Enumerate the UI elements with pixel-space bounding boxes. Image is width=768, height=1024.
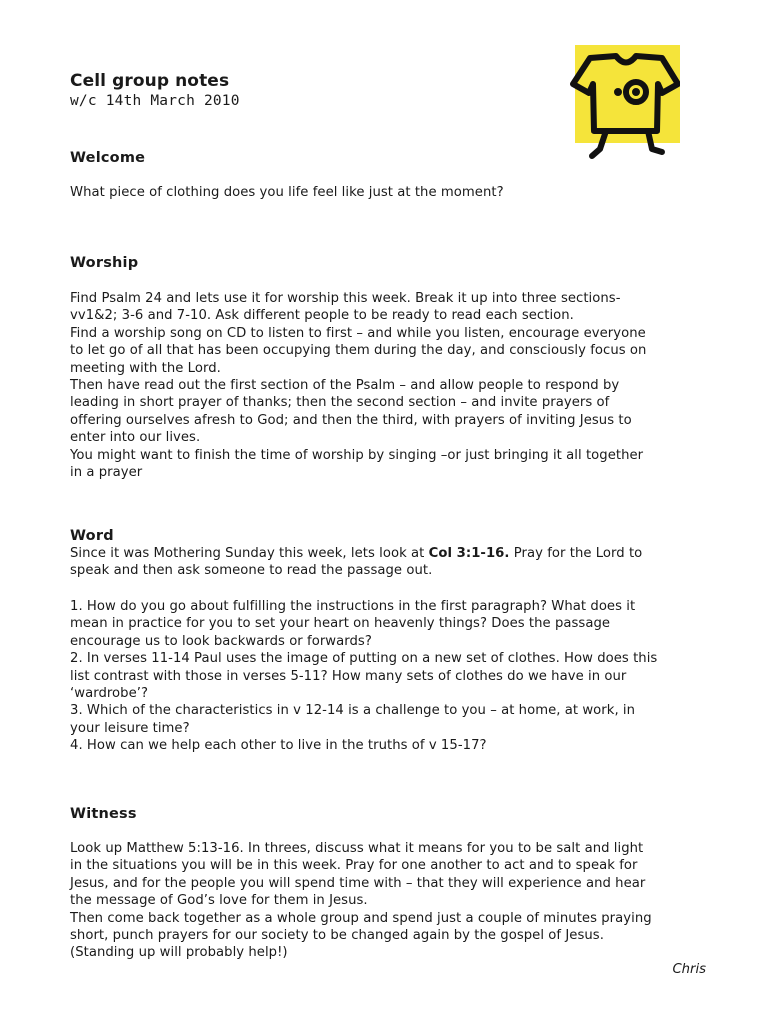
word-questions: 1. How do you go about fulfilling the instructions in the first paragraph? What does it mean in practice for you to set your heart on heavenly things? Does the passage encourage us to look backwards or forwards? 2. In verses 11-14 Paul uses the image of putting on a new set of clothes. How does this list contrast with those in verses 5-11? How many sets of clothes do we have in our ‘wardrobe’? 3. Which of the characteristics in v 12-14 is a challenge to you – at home, at work, in your leisure time? 4. How can we help each other to live in the truths of v 15-17? xyxy=(70,599,658,754)
word-intro-text: Since it was Mothering Sunday this week, lets look at xyxy=(70,546,429,561)
word-intro-text-continued: Pray for the Lord to speak and then ask someone to read the passage out. xyxy=(70,546,643,579)
witness-text: Look up Matthew 5:13-16. In threes, discuss what it means for you to be salt and light in the situations you will be in this week. Pray for one another to act and to speak for Jesus, and for the people you will spend time with – that they will experience and hear the message of God’s love for them in Jesus. Then come back together as a whole group and spend just a couple of minutes praying short, punch prayers for our society to be changed again by the gospel of Jesus. (Standing up will probably help!) xyxy=(70,841,652,961)
page-title: Cell group notes xyxy=(70,71,230,91)
word-intro xyxy=(70,545,720,580)
scripture-reference: Col 3:1-16. xyxy=(428,546,510,561)
section-heading-witness: Witness xyxy=(70,806,137,822)
t-shirt-character-icon xyxy=(566,45,680,163)
page-subtitle: w/c 14th March 2010 xyxy=(70,93,240,109)
section-heading-worship: Worship xyxy=(70,255,139,271)
author-signature: Chris xyxy=(672,962,706,977)
welcome-text: What piece of clothing does you life feel like just at the moment? xyxy=(70,185,504,200)
section-heading-word: Word xyxy=(70,528,114,544)
worship-text: Find Psalm 24 and lets use it for worship this week. Break it up into three sections- vv1&2; 3-6 and 7-10. Ask different people to be ready to read each section. Find a worship song on CD to listen to first – and while you listen, encourage everyone to let go of all that has been occupying them during the day, and consciously focus on meeting with the Lord. Then have read out the first section of the Psalm – and allow people to respond by leading in short prayer of thanks; then the second section – and invite prayers of offering ourselves afresh to God; and then the third, with prayers of inviting Jesus to enter into our lives. You might want to finish the time of worship by singing –or just bringing it all together in a prayer xyxy=(70,291,647,481)
section-heading-welcome: Welcome xyxy=(70,150,146,166)
